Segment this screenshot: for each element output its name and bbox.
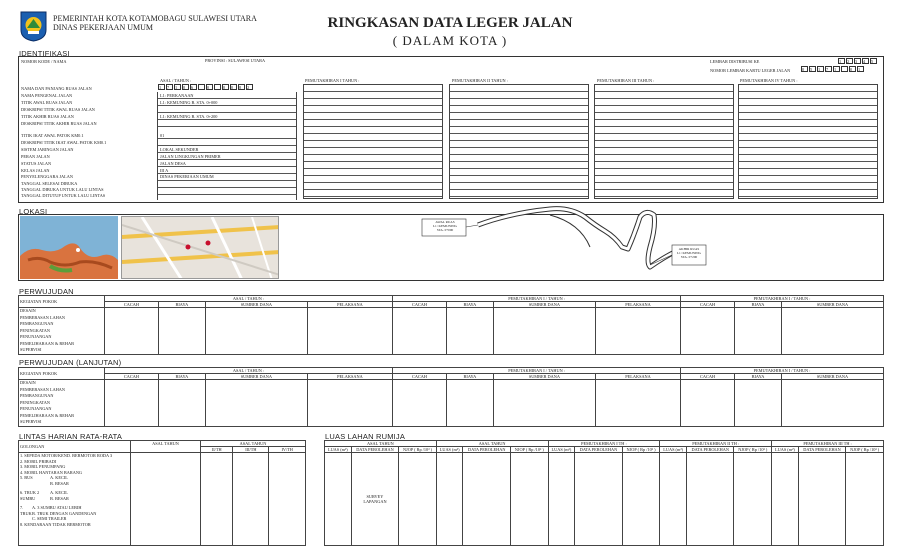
- group-header: PEMUTAKHIRAN I / TAHUN :: [681, 368, 884, 374]
- field-label: STATUS JALAN: [21, 161, 52, 166]
- golongan-sub: B. BESAR: [50, 495, 69, 501]
- field-label: DESKRIPSI TITIK AWAL RUAS JALAN: [21, 107, 95, 112]
- activity-item: PEMELIHARAAN & REHAB: [20, 412, 74, 418]
- box-cell[interactable]: 0: [206, 84, 213, 90]
- luas-note-line: SURVEY: [366, 494, 384, 499]
- lhr-col: IV/TH: [269, 447, 306, 453]
- field-label: PENYELENGGARA JALAN: [21, 174, 73, 179]
- luas-sub: DATA PEROLEHAN: [575, 447, 622, 453]
- lokasi-title: LOKASI: [19, 207, 48, 216]
- field-label: DESKRIPSI TITIK AKHIR RUAS JALAN: [21, 121, 97, 126]
- sub-header: PELAKSANA: [595, 302, 680, 308]
- sub-header: CACAH: [393, 374, 447, 380]
- activity-item: SUPERVISI: [20, 419, 42, 424]
- luas-table: [324, 440, 884, 546]
- provinsi-label: PROVINSI : SULAWESI UTARA: [205, 58, 266, 63]
- lhr-col: III/TH: [233, 447, 269, 453]
- activity-item: PENINGKATAN: [20, 327, 50, 333]
- golongan-sub: A. KECIL: [50, 490, 68, 495]
- luas-sub: LUAS (m²): [325, 447, 352, 453]
- golongan-group: [20, 490, 129, 501]
- sub-header: SUMBER DANA: [781, 374, 883, 380]
- sub-header: SUMBER DANA: [205, 374, 307, 380]
- field-label: DESKRIPSI TITIK IKAT AWAL PATOK KM0.1: [21, 140, 107, 145]
- golongan-sub: A. 3 SUMBU ATAU LEBIH: [32, 505, 82, 510]
- perwujudan-lanjutan-table: [18, 367, 884, 427]
- box-cell[interactable]: 4: [862, 58, 869, 64]
- update-column-2: [449, 84, 589, 199]
- field-label: NAMA PENGENAL JALAN: [21, 93, 73, 98]
- field-value: L1: KEMUNING B. STA. 0+000: [160, 100, 218, 105]
- box-cell[interactable]: 0: [849, 66, 856, 72]
- sub-header: PELAKSANA: [595, 374, 680, 380]
- box-cell[interactable]: 6: [190, 84, 197, 90]
- perwujudan-table: [18, 295, 884, 355]
- sub-header: BIAYA: [158, 374, 205, 380]
- field-label: SISTEM JARINGAN JALAN: [21, 147, 74, 152]
- luas-sub: NJOP ( Rp /10³ ): [734, 447, 772, 453]
- logo-emblem: [19, 10, 48, 42]
- field-label: TITIK IKAT AWAL PATOK KM0.1: [21, 133, 84, 138]
- sub-header: PELAKSANA: [307, 302, 392, 308]
- lembar-label: LEMBAR DISTRIBUSI KE: [710, 59, 760, 64]
- box-cell[interactable]: [198, 84, 205, 90]
- activity-item: SUPERVISI: [20, 347, 42, 352]
- asal-tahun-label: ASAL / TAHUN :: [160, 78, 192, 83]
- field-value: III A: [160, 168, 169, 173]
- activity-item: PENINGKATAN: [20, 399, 50, 405]
- luas-sub: LUAS (m²): [772, 447, 799, 453]
- golongan-item: 6. TRUK 2 SUMBU: [20, 490, 40, 501]
- activity-item: PEMBANGUNAN: [20, 321, 54, 326]
- field-label: TITIK AWAL RUAS JALAN: [21, 100, 73, 105]
- sub-header: BIAYA: [734, 302, 781, 308]
- golongan-sub: B. TRUK DENGAN GANDENGAN: [32, 510, 97, 516]
- lhr-table: [18, 440, 306, 546]
- callout-text: AKHIR RUAS: [678, 247, 700, 251]
- box-cell[interactable]: [841, 66, 848, 72]
- callout-text: AWAL RUAS: [435, 220, 455, 224]
- update-label-3: PEMUTAKHIRAN III TAHUN :: [597, 78, 655, 83]
- field-label: PERAN JALAN: [21, 154, 50, 159]
- box-cell[interactable]: [214, 84, 221, 90]
- kegiatan-header: KEGIATAN POKOK: [19, 368, 105, 380]
- luas-sub: DATA PEROLEHAN: [687, 447, 734, 453]
- luas-group-header: PEMUTAKHIRAN III TH :: [772, 441, 884, 447]
- road-sketch: [410, 203, 710, 278]
- activity-item: PEMBEBASAN LAHAN: [20, 386, 66, 392]
- golongan-item: 8. KENDARAAN TIDAK BERMOTOR: [20, 521, 91, 527]
- field-label: TANGGAL DIBUKA UNTUK LALU LINTAS: [21, 187, 104, 192]
- field-label: TANGGAL DITUTUP UNTUK LALU LINTAS: [21, 193, 106, 198]
- golongan-sub-list: [50, 490, 69, 501]
- golongan-item: 1. SEPEDA MOTOR/KEND. BERMOTOR RODA 3: [20, 453, 113, 458]
- box-cell[interactable]: 7: [166, 84, 173, 90]
- box-cell[interactable]: 0: [801, 66, 808, 72]
- box-cell[interactable]: 5: [809, 66, 816, 72]
- box-cell[interactable]: 8: [238, 84, 245, 90]
- golongan-list: [19, 453, 131, 546]
- agency-line-1: PEMERINTAH KOTA KOTAMOBAGU SULAWESI UTARA: [53, 14, 257, 23]
- luas-sub: NJOP ( Rp /10³ ): [622, 447, 660, 453]
- field-value: L1: KEMUNING B. STA. 0+200: [160, 114, 218, 119]
- nomor-kode-label: NOMOR KODE / NAMA: [21, 59, 67, 64]
- lhr-title: LINTAS HARIAN RATA-RATA: [19, 432, 123, 441]
- luas-group-header: ASAL TAHUN: [436, 441, 548, 447]
- agency-line-2: DINAS PEKERJAAN UMUM: [53, 23, 154, 32]
- golongan-item: 3. MOBIL PENUMPANG: [20, 464, 66, 469]
- box-cell[interactable]: 2: [246, 84, 253, 90]
- group-header: ASAL / TAHUN :: [105, 296, 393, 302]
- sub-header: SUMBER DANA: [493, 374, 595, 380]
- field-label: NAMA DAN PANJANG RUAS JALAN: [21, 86, 92, 91]
- golongan-sub-list: [32, 505, 96, 522]
- sub-header: SUMBER DANA: [781, 302, 883, 308]
- group-header: PEMUTAKHIRAN I / TAHUN :: [393, 296, 681, 302]
- golongan-sub-list: [50, 475, 69, 486]
- golongan-header: GOLONGAN: [19, 441, 131, 453]
- sub-header: CACAH: [393, 302, 447, 308]
- luas-note-line: LAPANGAN: [363, 499, 387, 504]
- box-cell[interactable]: 1: [857, 66, 864, 72]
- box-cell[interactable]: 0: [182, 84, 189, 90]
- golongan-sub: B. BESAR: [50, 480, 69, 486]
- box-cell[interactable]: 1: [174, 84, 181, 90]
- luas-sub: DATA PEROLEHAN: [351, 447, 398, 453]
- box-cell[interactable]: 1: [817, 66, 824, 72]
- luas-sub: NJOP ( Rp /10³ ): [846, 447, 884, 453]
- sub-header: CACAH: [105, 374, 159, 380]
- update-label-4: PEMUTAKHIRAN IV TAHUN :: [740, 78, 798, 83]
- callout-text: L1: KEMUNING: [676, 251, 701, 255]
- perwujudan-lanjutan-title: PERWUJUDAN (LANJUTAN): [19, 358, 122, 367]
- sub-header: BIAYA: [734, 374, 781, 380]
- callout-end: [672, 247, 706, 259]
- sub-header: BIAYA: [158, 302, 205, 308]
- group-header: ASAL / TAHUN :: [105, 368, 393, 374]
- activity-item: PEMELIHARAAN & REHAB: [20, 340, 74, 346]
- group-header: PEMUTAKHIRAN I / TAHUN :: [681, 296, 884, 302]
- golongan-group: [20, 475, 129, 486]
- golongan-item: 2. MOBIL PRIBADI: [20, 458, 57, 464]
- activity-item: PEMBEBASAN LAHAN: [20, 314, 66, 320]
- box-cell[interactable]: 7: [825, 66, 832, 72]
- nomor-lembar-boxes: [801, 66, 865, 72]
- golongan-sub: A. KECIL: [50, 475, 68, 480]
- box-cell[interactable]: 1: [158, 84, 165, 90]
- field-value: L1: PERKANAAN: [160, 93, 194, 98]
- luas-sub: DATA PEROLEHAN: [463, 447, 510, 453]
- activity-list: [19, 380, 105, 427]
- field-value: JALAN DESA: [160, 161, 186, 166]
- lembar-boxes: [838, 58, 878, 64]
- box-cell[interactable]: 0: [222, 84, 229, 90]
- update-label-2: PEMUTAKHIRAN II TAHUN :: [452, 78, 508, 83]
- sub-header: BIAYA: [446, 302, 493, 308]
- activity-item: DESAIN: [20, 380, 36, 385]
- luas-title: LUAS LAHAN RUMIJA: [325, 432, 406, 441]
- activity-item: DESAIN: [20, 308, 36, 313]
- asal-header-2: ASAL TAHUN: [201, 441, 306, 447]
- field-label: TANGGAL SELESAI DIBUKA: [21, 181, 78, 186]
- activity-list: [19, 308, 105, 355]
- golongan-sub: C. SEMI TRAILER: [32, 516, 67, 521]
- luas-group-header: PEMUTAKHIRAN I TH :: [548, 441, 660, 447]
- activity-item: PEMBANGUNAN: [20, 393, 54, 398]
- region-map: [20, 216, 118, 279]
- golongan-item: 7. TRUK: [20, 505, 32, 516]
- group-header: PEMUTAKHIRAN I / TAHUN :: [393, 368, 681, 374]
- perwujudan-title: PERWUJUDAN: [19, 287, 74, 296]
- street-map: [121, 216, 279, 279]
- field-value: DINAS PEKERJAAN UMUM: [160, 174, 214, 179]
- luas-sub: LUAS (m²): [436, 447, 463, 453]
- asal-header: ASAL TAHUN: [131, 441, 201, 453]
- box-cell[interactable]: 1: [838, 58, 845, 64]
- luas-sub: NJOP ( Rp /10³ ): [510, 447, 548, 453]
- callout-text: STA. 0+000: [436, 228, 454, 232]
- box-cell[interactable]: 2: [846, 58, 853, 64]
- activity-item: PENUNJANGAN: [20, 334, 52, 339]
- activity-item: PENUNJANGAN: [20, 406, 52, 411]
- sub-header: SUMBER DANA: [205, 302, 307, 308]
- luas-group-header: ASAL TAHUN: [325, 441, 437, 447]
- field-label: KELAS JALAN: [21, 168, 50, 173]
- page-title: RINGKASAN DATA LEGER JALAN: [327, 15, 573, 31]
- callout-text: STA. 0+200: [680, 255, 698, 259]
- sub-header: CACAH: [681, 374, 735, 380]
- identifikasi-title: IDENTIFIKASI: [19, 49, 70, 58]
- callout-start: [423, 220, 467, 232]
- update-column-4: [738, 84, 878, 199]
- sub-header: BIAYA: [446, 374, 493, 380]
- nomor-lembar-label: NOMOR LEMBAR KARTU LEGER JALAN: [710, 68, 791, 73]
- field-value: 01: [160, 133, 165, 138]
- luas-sub: LUAS (m²): [548, 447, 575, 453]
- road-code-boxes: [158, 84, 254, 90]
- sub-header: SUMBER DANA: [493, 302, 595, 308]
- field-label: TITIK AKHIR RUAS JALAN: [21, 114, 74, 119]
- sub-header: CACAH: [681, 302, 735, 308]
- box-cell[interactable]: 0: [230, 84, 237, 90]
- luas-note: [351, 453, 398, 546]
- sub-header: PELAKSANA: [307, 374, 392, 380]
- lhr-col: II/TH: [201, 447, 233, 453]
- box-cell[interactable]: 3: [854, 58, 861, 64]
- box-cell[interactable]: 5: [870, 58, 877, 64]
- luas-sub: DATA PEROLEHAN: [798, 447, 845, 453]
- sub-header: CACAH: [105, 302, 159, 308]
- page-subtitle: ( DALAM KOTA ): [392, 33, 508, 48]
- value-column: [157, 92, 297, 200]
- update-column-1: [303, 84, 443, 199]
- golongan-group: [20, 505, 129, 522]
- golongan-item: 5. BUS: [20, 475, 33, 480]
- field-value: LOKAL SEKUNDER: [160, 147, 199, 152]
- field-value: JALAN LINGKUNGAN PRIMER: [160, 154, 221, 159]
- kegiatan-header: KEGIATAN POKOK: [19, 296, 105, 308]
- update-column-3: [594, 84, 734, 199]
- luas-sub: LUAS (m²): [660, 447, 687, 453]
- callout-text: L1: KEMUNING: [432, 224, 457, 228]
- update-label-1: PEMUTAKHIRAN I TAHUN :: [305, 78, 360, 83]
- golongan-item: 4. MOBIL HANTARAN BARANG: [20, 469, 83, 475]
- box-cell[interactable]: 1: [833, 66, 840, 72]
- luas-group-header: PEMUTAKHIRAN II TH :: [660, 441, 772, 447]
- luas-sub: NJOP ( Rp /10³ ): [399, 447, 437, 453]
